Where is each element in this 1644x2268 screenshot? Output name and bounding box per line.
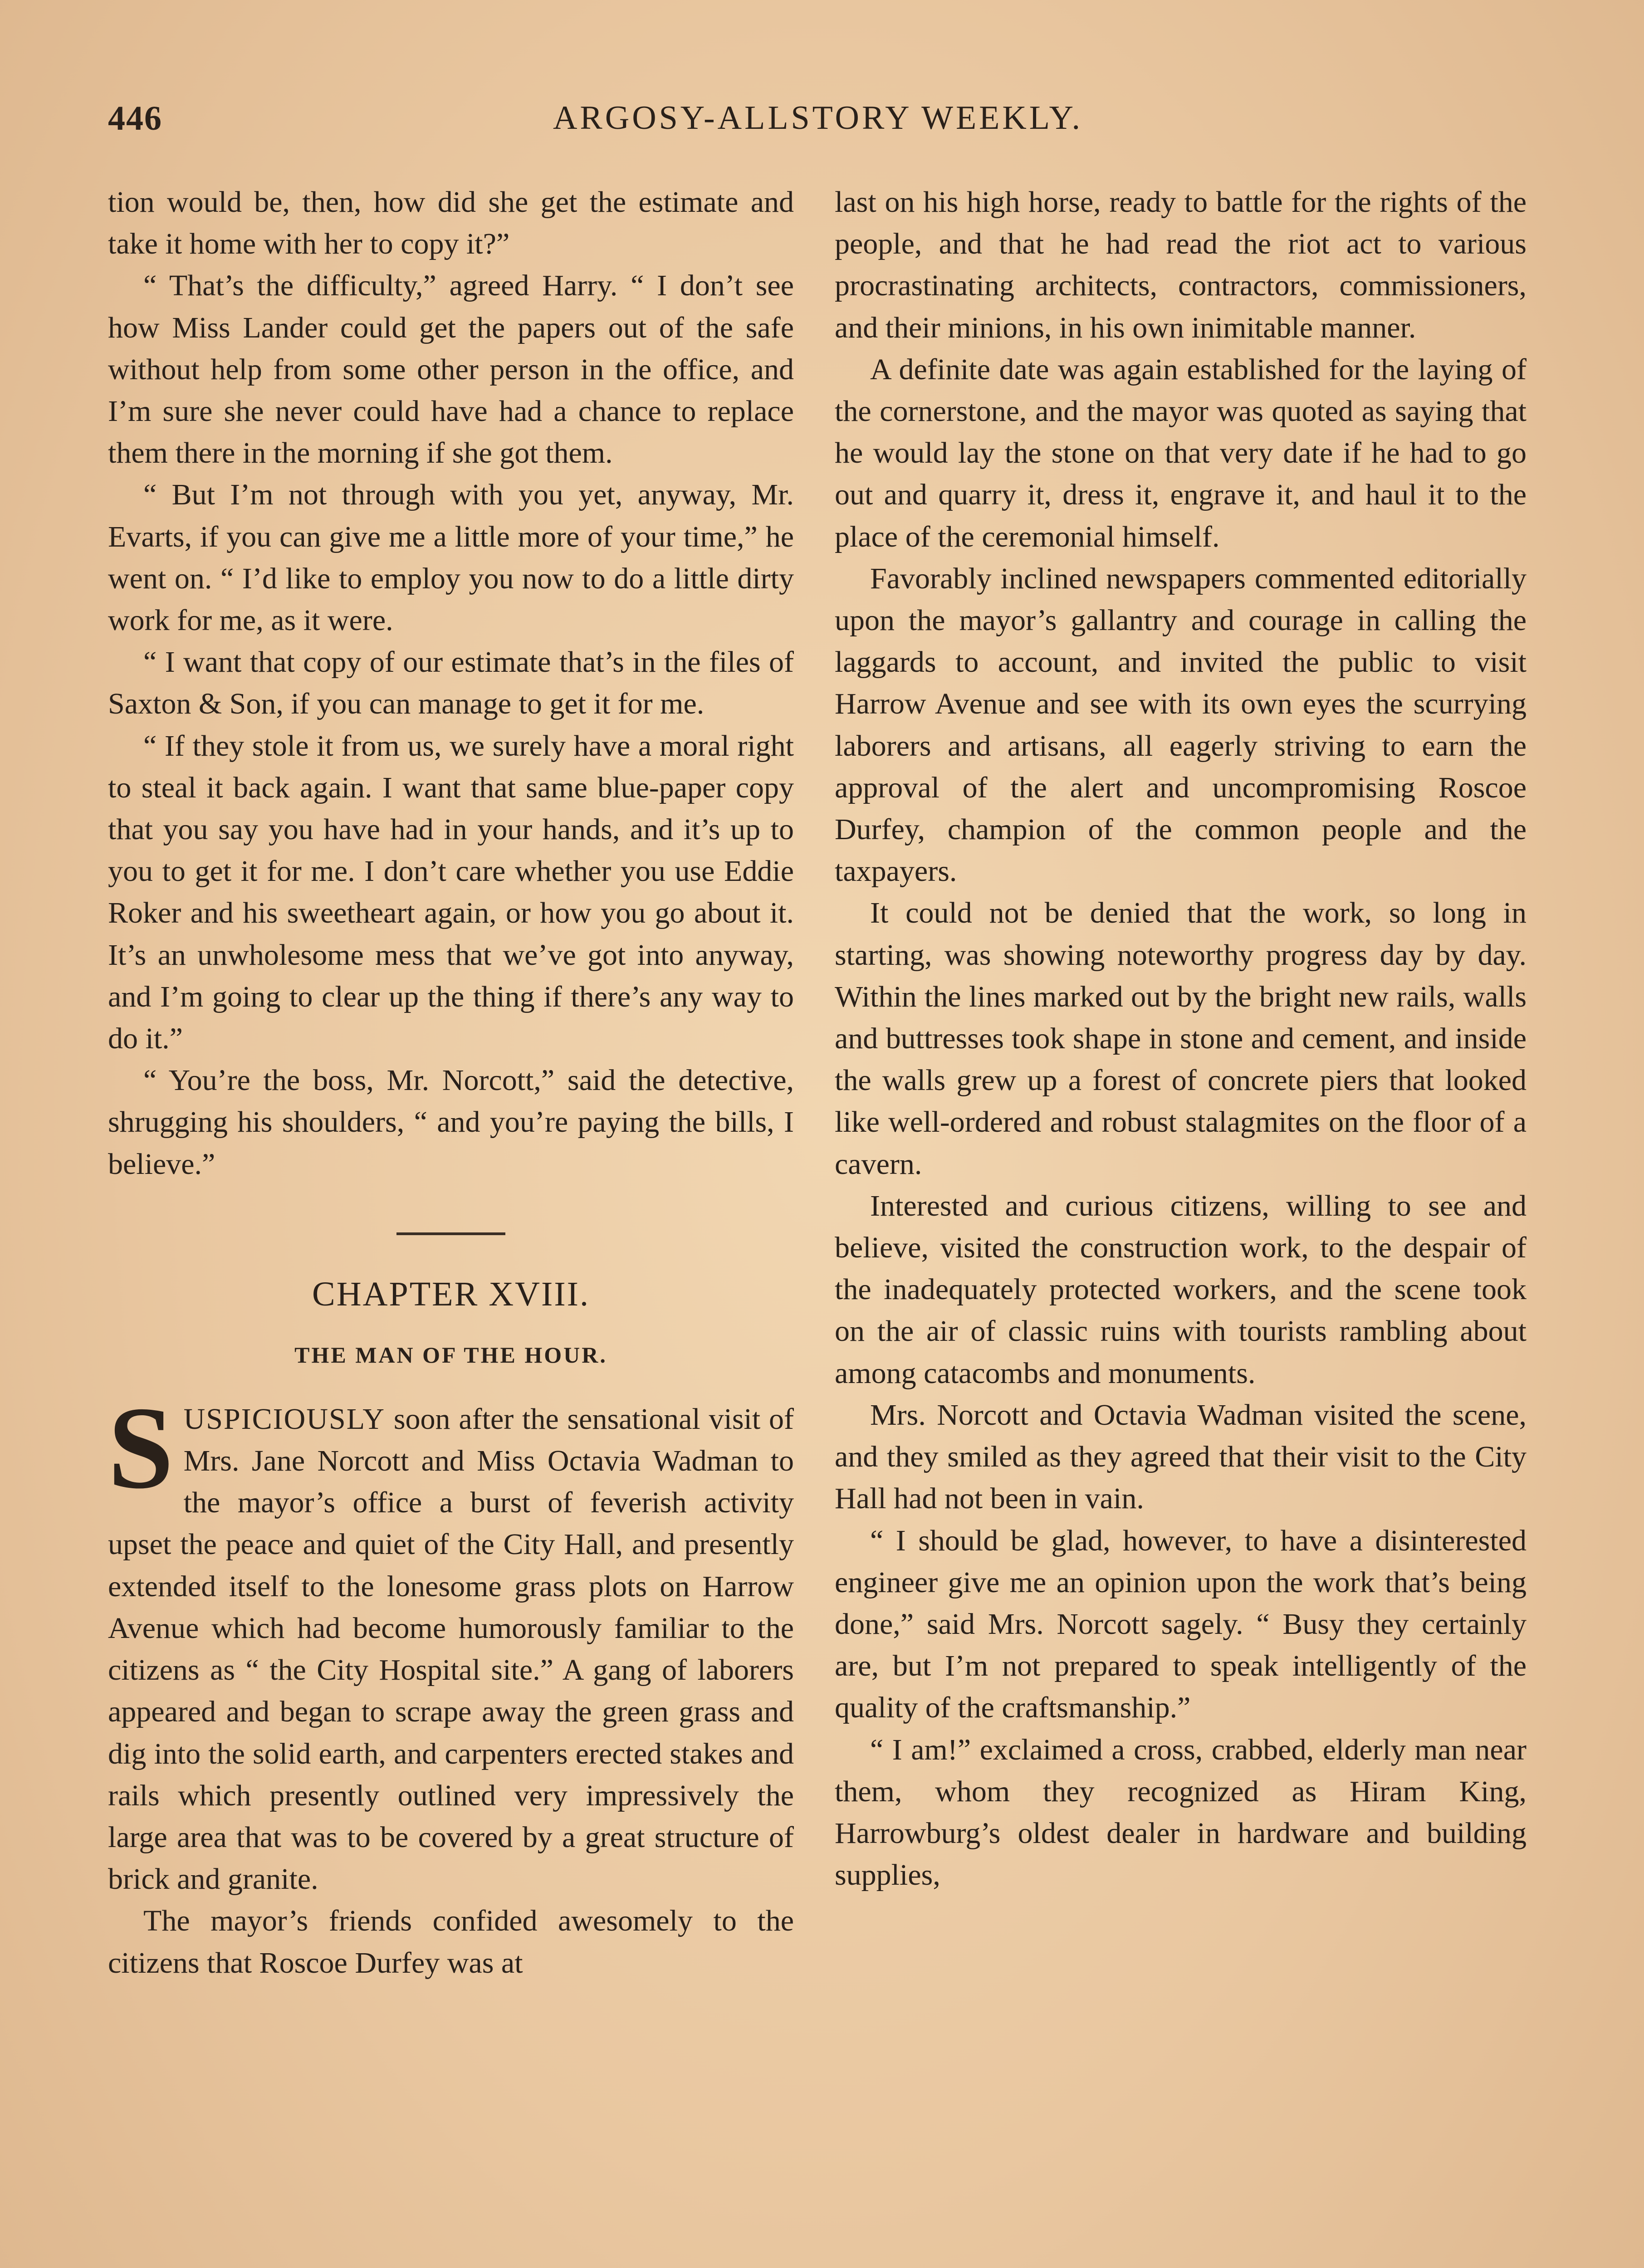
running-head: ARGOSY-ALLSTORY WEEKLY. — [553, 99, 1083, 137]
opening-word: USPICIOUSLY — [183, 1402, 386, 1436]
paragraph: last on his high horse, ready to battle for the rights of the people, and that he had read the riot act to various procrastinating architects, contractors, commissioners, and their minions, in his own inimitable manner. — [835, 186, 1527, 344]
paragraph: “ I want that copy of our estimate that’s in the files of Saxton & Son, if you can manage to get it for me. — [108, 645, 794, 721]
paragraph: “ I am!” exclaimed a cross, crabbed, elderly man near them, whom they recognized as Hiram King, Harrowburg’s oldest dealer in hardware and building supplies, — [835, 1733, 1527, 1892]
chapter-subtitle: THE MAN OF THE HOUR. — [294, 1342, 607, 1368]
paragraph: A definite date was again established for the laying of the cornerstone, and the mayor was quoted as saying that he would lay the stone on that very date if he had to go out and quarry it, dress it, engrave it, and haul it to the place of the ceremonial himself. — [835, 352, 1527, 553]
paragraph: Favorably inclined newspapers commented editorially upon the mayor’s gallantry and courage in calling the laggards to account, and invited the public to visit Harrow Avenue and see with its own eyes the scurrying laborers and artisans, all eagerly striving to earn the approval of the alert and uncompromising Roscoe Durfey, champion of the common people and the taxpayers. — [835, 562, 1527, 888]
chapter-opening-paragraph — [108, 1382, 794, 1900]
paragraph: “ You’re the boss, Mr. Norcott,” said the detective, shrugging his shoulders, “ and you’re paying the bills, I believe.” — [108, 1064, 794, 1181]
paragraph: The mayor’s friends confided awesomely to the citizens that Roscoe Durfey was at — [108, 1904, 794, 1980]
paragraph: “ If they stole it from us, we surely have a moral right to steal it back again. I want that same blue-paper copy that you say you have had in your hands, and it’s up to you to get it for me. I don’t care whether you use Eddie Roker and his sweetheart again, or how you go about it. It’s an unwholesome mess that we’ve got into anyway, and I’m going to clear up the thing if there’s any way to do it.” — [108, 729, 794, 1056]
paragraph: Interested and curious citizens, willing to see and believe, visited the construction work, to the despair of the inadequately protected workers, and the scene took on the air of classic ruins with tourists rambling about among catacombs and monuments. — [835, 1189, 1527, 1390]
paragraph: Mrs. Norcott and Octavia Wadman visited the scene, and they smiled as they agreed that their visit to the City Hall had not been in vain. — [835, 1398, 1527, 1515]
paragraph: tion would be, then, how did she get the estimate and take it home with her to copy it?” — [108, 186, 794, 261]
right-column — [835, 181, 1527, 1896]
drop-cap: S — [108, 1382, 174, 1513]
paragraph: It could not be denied that the work, so long in starting, was showing noteworthy progress day by day. Within the lines marked out by the bright new rails, walls and buttresses took shape in stone and cement, and inside the walls grew up a forest of concrete piers that looked like well-ordered and robust stalagmites on the floor of a cavern. — [835, 896, 1527, 1181]
left-column — [108, 181, 794, 1984]
paragraph: “ That’s the difficulty,” agreed Harry. “ I don’t see how Miss Lander could get the papers out of the safe without help from some other person in the office, and I’m sure she never could have had a chance to replace them there in the morning if she got them. — [108, 269, 794, 470]
page-header — [108, 99, 1528, 149]
section-divider — [396, 1232, 505, 1235]
paragraph: “ But I’m not through with you yet, anyway, Mr. Evarts, if you can give me a little more of your time,” he went on. “ I’d like to employ you now to do a little dirty work for me, as it were. — [108, 478, 794, 637]
paragraph: “ I should be glad, however, to have a disinterested engineer give me an opinion upon the work that’s being done,” said Mrs. Norcott sagely. “ Busy they certainly are, but I’m not prepared to speak intelligently of the quality of the craftsmanship.” — [835, 1524, 1527, 1725]
chapter-title: CHAPTER XVIII. — [312, 1275, 590, 1313]
opening-text: soon after the sensational visit of Mrs. Jane Norcott and Miss Octavia Wadman to the mayor’s office a burst of feverish activity upset the peace and quiet of the City Hall, and presently extended itself to the lonesome grass plots on Harrow Avenue which had become humorously familiar to the citizens as “ the City Hospital site.” A gang of laborers appeared and began to scrape away the green grass and dig into the solid earth, and carpenters erected stakes and rails which presently outlined very impressively the large area that was to be covered by a great structure of brick and granite. — [108, 1402, 794, 1896]
page-number: 446 — [108, 99, 162, 137]
